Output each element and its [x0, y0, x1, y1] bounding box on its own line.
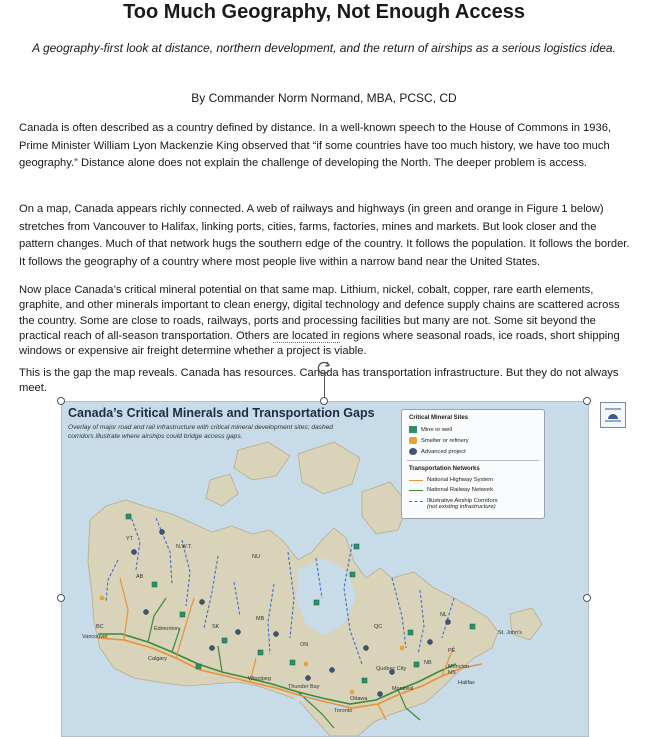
label-pe: PE	[448, 648, 456, 654]
label-nb: NB	[424, 660, 432, 666]
byline: By Commander Norm Normand, MBA, PCSC, CD	[191, 91, 457, 105]
paragraph-2: On a map, Canada appears richly connected. A web of railways and highways (in green and orange in Figure 1 below) stretches from Vancouver to Halifax, linking ports, cities, farms, factories, mines and markets. But look closer and the pattern changes. Much of that network hugs the southern edge of the country. It follows the population. It follows the border. It follows the geography of a country where most people live within a narrow band near the United States.	[19, 203, 630, 268]
legend-mine-label: Mine or well	[421, 426, 452, 433]
legend-advanced	[409, 448, 466, 455]
figure-caption: Overlay of major road and rail infrastructure with critical mineral development sites; dashed corridors illustrate where airships could bridge access gaps.	[68, 424, 333, 440]
resize-handle-top[interactable]	[320, 397, 328, 405]
city-st-johns: St. John’s	[498, 630, 523, 636]
mine-icon	[409, 426, 417, 433]
city-vancouver: Vancouver	[82, 634, 108, 640]
legend-minerals-heading: Critical Mineral Sites	[409, 415, 469, 421]
legend-highway	[409, 477, 493, 483]
smelter-icon	[409, 437, 417, 444]
city-winnipeg: Winnipeg	[248, 676, 271, 682]
label-nwt: N.W.T.	[176, 544, 193, 550]
label-bc: BC	[96, 624, 104, 630]
advanced-project-icon	[409, 448, 417, 455]
grammar-suggestion-underline[interactable]: are located in	[272, 329, 340, 342]
legend-mine	[409, 426, 452, 433]
resize-handle-top-right[interactable]	[583, 397, 591, 405]
label-ns: NS	[448, 670, 456, 676]
layout-options-icon	[601, 403, 625, 427]
paragraph-3-text-b: regions where seasonal roads, ice roads, short shipping windows or expensive air freight determine whether a project is viable.	[19, 329, 620, 358]
legend-airship-label-2: (not existing infrastructure)	[427, 504, 496, 510]
paragraph-3	[19, 283, 631, 359]
legend-airship-label	[427, 498, 498, 510]
city-halifax: Halifax	[458, 680, 475, 686]
label-mb: MB	[256, 616, 265, 622]
legend-transport-heading: Transportation Networks	[409, 466, 480, 472]
city-quebec: Québec City	[376, 666, 407, 672]
city-toronto: Toronto	[334, 708, 353, 714]
city-moncton: Moncton	[448, 664, 470, 670]
map-legend	[401, 409, 545, 519]
resize-handle-left[interactable]	[57, 594, 65, 602]
paragraph-1: Canada is often described as a country defined by distance. In a well-known speech to the House of Commons in 1936, Prime Minister William Lyon Mackenzie King observed that “if some countries have too much history, we have too much geography.” Distance alone does not explain the challenge of developing the North. The deeper problem is access.	[19, 122, 612, 169]
resize-handle-top-left[interactable]	[57, 397, 65, 405]
label-on: ON	[300, 642, 309, 648]
label-nl: NL	[440, 612, 448, 618]
railway-line-icon	[409, 490, 423, 491]
city-thunder-bay: Thunder Bay	[288, 684, 320, 690]
label-nu: NU	[252, 554, 260, 560]
city-montreal: Montréal	[392, 686, 414, 692]
city-calgary: Calgary	[148, 656, 167, 662]
paragraph-4: This is the gap the map reveals. Canada has resources. Canada has transportation infrastructure. But they do not always meet.	[19, 367, 619, 395]
legend-divider	[407, 460, 539, 461]
figure-title: Canada’s Critical Minerals and Transportation Gaps	[68, 406, 375, 420]
legend-airship	[409, 498, 498, 510]
highway-line-icon	[409, 480, 423, 481]
rotate-handle-icon[interactable]	[316, 360, 332, 376]
city-ottawa: Ottawa	[350, 696, 368, 702]
layout-options-button[interactable]	[600, 402, 626, 428]
legend-railway	[409, 487, 493, 493]
article-title: Too Much Geography, Not Enough Access	[123, 1, 525, 23]
legend-railway-label: National Railway Network	[427, 487, 494, 493]
legend-advanced-label: Advanced project	[421, 448, 466, 455]
article-subtitle: A geography-first look at distance, northern development, and the return of airships as a serious logistics idea.	[32, 41, 616, 55]
label-sk: SK	[212, 624, 220, 630]
resize-handle-right[interactable]	[583, 594, 591, 602]
legend-airship-label-1: Illustrative Airship Corridors	[427, 498, 498, 504]
label-yt: YT	[126, 536, 134, 542]
legend-smelter-label: Smelter or refinery	[421, 437, 469, 444]
label-qc: QC	[374, 624, 383, 630]
airship-line-icon	[409, 501, 423, 502]
label-ab: AB	[136, 574, 144, 580]
paragraph-3-text-a: Now place Canada’s critical mineral potential on that same map. Lithium, nickel, cobalt, copper, rare earth elements, graphite, and other minerals important to clean energy, digital technology and defence supply chains are scattered across the country. Some are close to roads, railways, ports and processing facilities but many are not. Some sit beyond the practical reach of all-season transportation. Others	[19, 284, 620, 342]
city-edmonton: Edmonton	[154, 626, 180, 632]
figure-1-map-image[interactable]	[61, 401, 589, 737]
legend-smelter	[409, 437, 469, 444]
legend-highway-label: National Highway System	[427, 477, 494, 483]
